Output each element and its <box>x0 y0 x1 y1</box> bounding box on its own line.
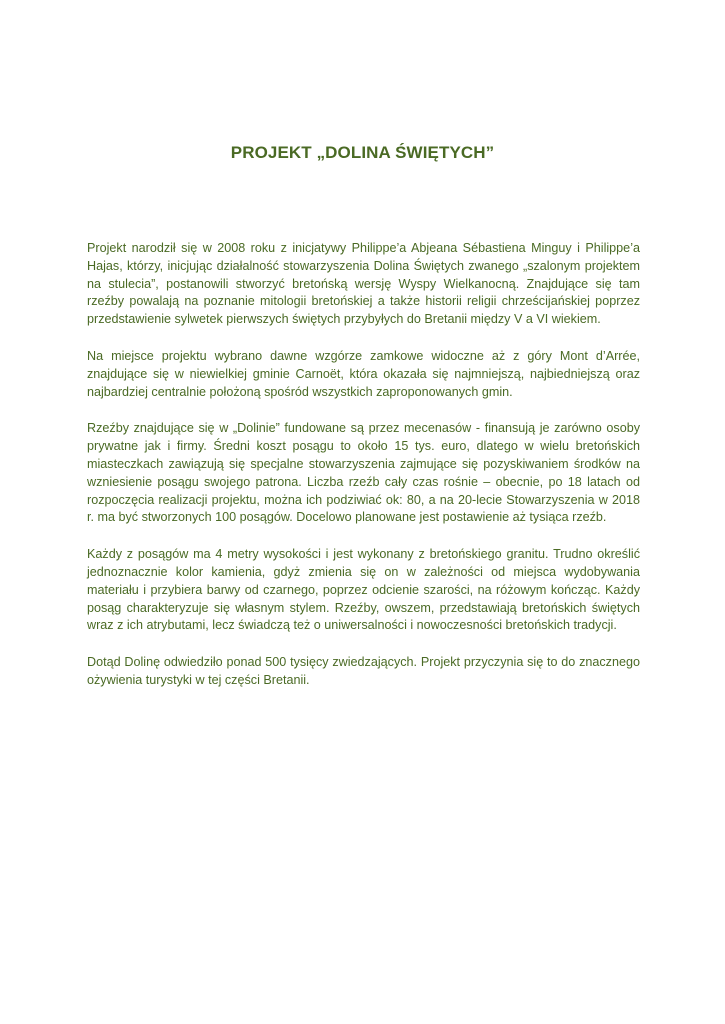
document-body <box>87 240 640 709</box>
paragraph-statues: Każdy z posągów ma 4 metry wysokości i jest wykonany z bretońskiego granitu. Trudno określić jednoznacznie kolor kamienia, gdyż zmienia się on w zależności od miejsca wydobywania materiału i przybiera barwy od czarnego, poprzez odcienie szarości, na różowym kończąc. Każdy posąg charakteryzuje się własnym stylem. Rzeźby, owszem, przedstawiają bretońskich świętych wraz z ich atrybutami, lecz świadczą też o uniwersalności i nowoczesności bretońskich tradycji. <box>87 547 640 633</box>
paragraph-origin: Projekt narodził się w 2008 roku z inicjatywy Philippe’a Abjeana Sébastiena Minguy i Philippe’a Hajas, którzy, inicjując działalność stowarzyszenia Dolina Świętych zwanego „szalonym projektem na stulecia”, postanowili stworzyć bretońską wersję Wyspy Wielkanocną. Znajdujące się tam rzeźby powalają na poznanie mitologii bretońskiej a także historii religii chrześcijańskiej poprzez przedstawienie sylwetek pierwszych świętych przybyłych do Bretanii między V a VI wiekiem. <box>87 241 640 327</box>
document-title: PROJEKT „DOLINA ŚWIĘTYCH” <box>230 143 495 162</box>
paragraph-funding: Rzeźby znajdujące się w „Dolinie” fundowane są przez mecenasów - finansują je zarówno osoby prywatne jak i firmy. Średni koszt posągu to około 15 tys. euro, dlatego w wielu bretońskich miasteczkach zawiązują się specjalne stowarzyszenia zajmujące się pozyskiwaniem środków na wzniesienie posągu swojego patrona. Liczba rzeźb cały czas rośnie – obecnie, po 18 latach od rozpoczęcia realizacji projektu, można ich podziwiać ok: 80, a na 20-lecie Stowarzyszenia w 2018 r. ma być stworzonych 100 posągów. Docelowo planowane jest postawienie aż tysiąca rzeźb. <box>87 421 640 525</box>
paragraph-location: Na miejsce projektu wybrano dawne wzgórze zamkowe widoczne aż z góry Mont d’Arrée, znajdujące się w niewielkiej gminie Carnoët, która okazała się najmniejszą, najbiedniejszą oraz najbardziej centralnie położoną spośród wszystkich zaproponowanych gmin. <box>87 348 640 399</box>
paragraph-visitors: Dotąd Dolinę odwiedziło ponad 500 tysięcy zwiedzających. Projekt przyczynia się to do znacznego ożywienia turystyki w tej części Bretanii. <box>87 655 640 687</box>
